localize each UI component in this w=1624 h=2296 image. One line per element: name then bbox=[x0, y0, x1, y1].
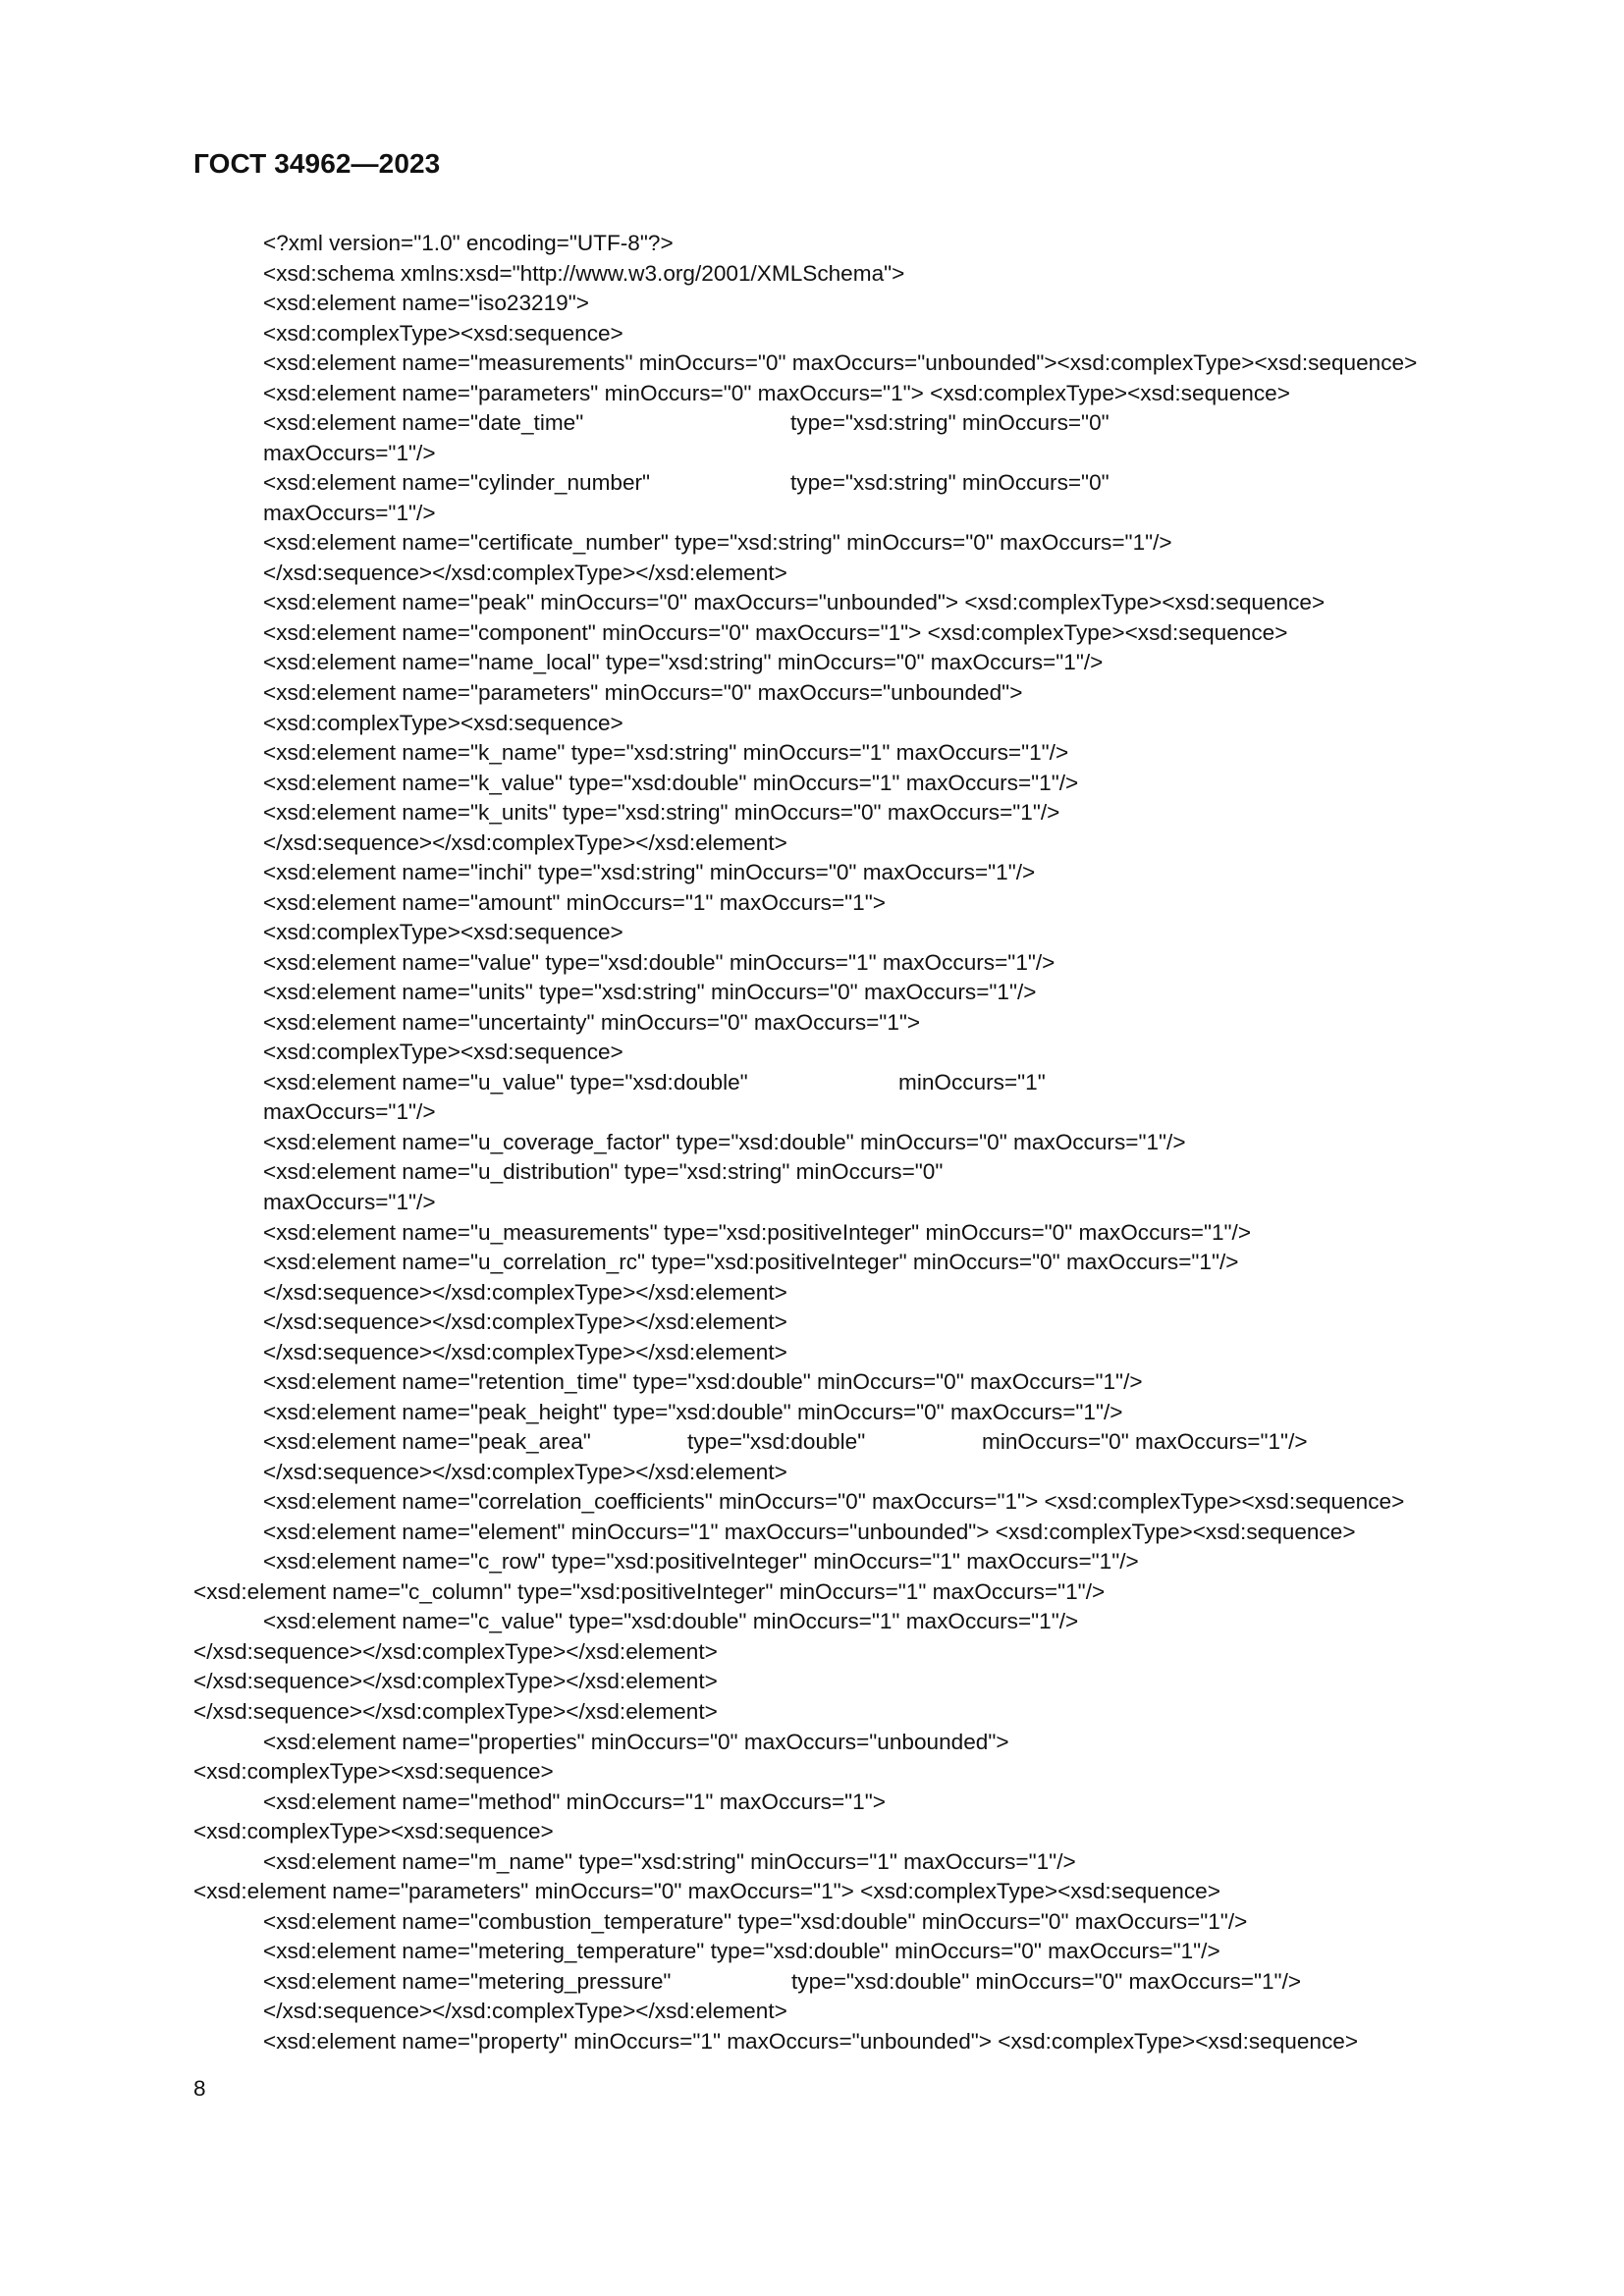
code-line-text: <xsd:element name="parameters" minOccurs="0" maxOccurs="1"> <xsd:complexType><xsd:sequence> bbox=[193, 1879, 1220, 1904]
code-line-text: <xsd:element name="uncertainty" minOccurs="0" maxOccurs="1"> bbox=[263, 1009, 921, 1035]
code-line-text: <xsd:element name="c_value" type="xsd:double" minOccurs="1" maxOccurs="1"/> bbox=[263, 1609, 1079, 1634]
code-line-tabbed-text: minOccurs="1" bbox=[898, 1069, 1046, 1095]
code-line-text: <xsd:element name="iso23219"> bbox=[263, 291, 589, 316]
code-line-tabbed-text: type="xsd:string" minOccurs="0" bbox=[790, 470, 1110, 496]
code-line-text: <xsd:element name="measurements" minOccurs="0" maxOccurs="unbounded"><xsd:complexType><xsd:sequence> bbox=[263, 350, 1418, 376]
code-line-text: maxOccurs="1"/> bbox=[263, 440, 436, 465]
code-line-text: <xsd:element name="cylinder_number" bbox=[263, 470, 651, 496]
code-line-text: <xsd:element name="c_column" type="xsd:positiveInteger" minOccurs="1" maxOccurs="1"/> bbox=[193, 1578, 1106, 1604]
code-line-tabbed-text: type="xsd:double" minOccurs="0" maxOccurs="1"/> bbox=[791, 1968, 1302, 1994]
code-line-text: <xsd:element name="parameters" minOccurs="0" maxOccurs="1"> <xsd:complexType><xsd:sequence> bbox=[263, 380, 1290, 405]
code-line-text: <xsd:element name="correlation_coefficients" minOccurs="0" maxOccurs="1"> <xsd:complexType><xsd:sequence> bbox=[263, 1489, 1405, 1515]
page-number: 8 bbox=[193, 2076, 206, 2101]
code-line-text: <xsd:element name="metering_pressure" bbox=[263, 1968, 672, 1994]
code-line-text: <xsd:element name="property" minOccurs="1" maxOccurs="unbounded"> <xsd:complexType><xsd:sequence> bbox=[263, 2028, 1359, 2054]
code-line-text: <xsd:element name="u_coverage_factor" type="xsd:double" minOccurs="0" maxOccurs="1"/> bbox=[263, 1129, 1186, 1154]
code-line-text: </xsd:sequence></xsd:complexType></xsd:element> bbox=[193, 1638, 718, 1664]
code-line-text: </xsd:sequence></xsd:complexType></xsd:element> bbox=[263, 829, 787, 855]
code-line-text: </xsd:sequence></xsd:complexType></xsd:element> bbox=[263, 1309, 787, 1335]
code-line-text: <xsd:element name="peak" minOccurs="0" maxOccurs="unbounded"> <xsd:complexType><xsd:sequence> bbox=[263, 590, 1326, 615]
code-line-tabbed-text: minOccurs="0" maxOccurs="1"/> bbox=[982, 1429, 1308, 1455]
code-line-text: <xsd:element name="value" type="xsd:double" minOccurs="1" maxOccurs="1"/> bbox=[263, 949, 1056, 975]
code-line-text: </xsd:sequence></xsd:complexType></xsd:element> bbox=[263, 1279, 787, 1305]
code-line-text: maxOccurs="1"/> bbox=[263, 1099, 436, 1125]
code-line-text: <xsd:element name="component" minOccurs="0" maxOccurs="1"> <xsd:complexType><xsd:sequence> bbox=[263, 619, 1288, 645]
code-line-text: <xsd:element name="certificate_number" type="xsd:string" minOccurs="0" maxOccurs="1"/> bbox=[263, 530, 1172, 556]
code-line-tabbed-text: type="xsd:string" minOccurs="0" bbox=[790, 410, 1110, 436]
code-line-text: maxOccurs="1"/> bbox=[263, 500, 436, 525]
code-line-text: <xsd:element name="element" minOccurs="1" maxOccurs="unbounded"> <xsd:complexType><xsd:sequence> bbox=[263, 1519, 1356, 1544]
code-line-text: </xsd:sequence></xsd:complexType></xsd:element> bbox=[263, 560, 787, 585]
code-line-text: </xsd:sequence></xsd:complexType></xsd:element> bbox=[263, 1459, 787, 1484]
code-line-text: <xsd:complexType><xsd:sequence> bbox=[193, 1819, 554, 1844]
code-line-text: <xsd:complexType><xsd:sequence> bbox=[193, 1759, 554, 1784]
code-line-text: maxOccurs="1"/> bbox=[263, 1190, 436, 1214]
code-line-text: <xsd:element name="inchi" type="xsd:string" minOccurs="0" maxOccurs="1"/> bbox=[263, 860, 1036, 885]
code-line-text: <xsd:element name="metering_temperature" type="xsd:double" minOccurs="0" maxOccurs="1"/> bbox=[263, 1939, 1220, 1964]
code-line-text: <xsd:element name="c_row" type="xsd:positiveInteger" minOccurs="1" maxOccurs="1"/> bbox=[263, 1549, 1139, 1575]
code-line-text: <xsd:element name="amount" minOccurs="1" maxOccurs="1"> bbox=[263, 889, 886, 915]
code-line-text: <xsd:element name="peak_area" bbox=[263, 1429, 591, 1455]
code-line-text: </xsd:sequence></xsd:complexType></xsd:element> bbox=[193, 1699, 718, 1724]
code-line-text: <xsd:complexType><xsd:sequence> bbox=[263, 1040, 623, 1065]
code-line-text: </xsd:sequence></xsd:complexType></xsd:element> bbox=[263, 1339, 787, 1364]
code-line-text: <xsd:element name="peak_height" type="xsd:double" minOccurs="0" maxOccurs="1"/> bbox=[263, 1399, 1123, 1424]
document-standard-title: ГОСТ 34962—2023 bbox=[193, 148, 441, 179]
code-line-text: <xsd:element name="u_value" type="xsd:double" bbox=[263, 1069, 748, 1095]
code-line-text: <xsd:element name="k_name" type="xsd:string" minOccurs="1" maxOccurs="1"/> bbox=[263, 740, 1069, 765]
code-line-text: <xsd:element name="u_correlation_rc" type="xsd:positiveInteger" minOccurs="0" maxOccurs="1"/> bbox=[263, 1250, 1239, 1274]
code-line-tabbed-text: type="xsd:double" bbox=[687, 1429, 866, 1455]
code-line-text: <xsd:element name="retention_time" type="xsd:double" minOccurs="0" maxOccurs="1"/> bbox=[263, 1369, 1143, 1395]
code-line-text: <xsd:schema xmlns:xsd="http://www.w3.org/2001/XMLSchema"> bbox=[263, 260, 905, 286]
code-line-text: <xsd:element name="k_value" type="xsd:double" minOccurs="1" maxOccurs="1"/> bbox=[263, 770, 1079, 795]
code-line-text: <xsd:element name="k_units" type="xsd:string" minOccurs="0" maxOccurs="1"/> bbox=[263, 800, 1060, 826]
code-line-text: <xsd:element name="name_local" type="xsd:string" minOccurs="0" maxOccurs="1"/> bbox=[263, 650, 1104, 675]
code-line-text: <xsd:element name="combustion_temperature" type="xsd:double" minOccurs="0" maxOccurs="1"/> bbox=[263, 1908, 1248, 1934]
code-line-text: <xsd:complexType><xsd:sequence> bbox=[263, 710, 623, 735]
code-line-text: <?xml version="1.0" encoding="UTF-8"?> bbox=[263, 231, 674, 255]
code-line-text: <xsd:element name="properties" minOccurs="0" maxOccurs="unbounded"> bbox=[263, 1729, 1009, 1754]
code-line-text: <xsd:element name="units" type="xsd:string" minOccurs="0" maxOccurs="1"/> bbox=[263, 980, 1037, 1005]
code-line-text: </xsd:sequence></xsd:complexType></xsd:element> bbox=[263, 1999, 787, 2024]
code-line-text: <xsd:element name="u_measurements" type="xsd:positiveInteger" minOccurs="0" maxOccurs="1"/> bbox=[263, 1219, 1252, 1245]
code-line-text: <xsd:element name="m_name" type="xsd:string" minOccurs="1" maxOccurs="1"/> bbox=[263, 1848, 1076, 1874]
code-line-text: <xsd:complexType><xsd:sequence> bbox=[263, 920, 623, 945]
code-line-text: <xsd:element name="method" minOccurs="1" maxOccurs="1"> bbox=[263, 1789, 886, 1814]
code-line-text: <xsd:complexType><xsd:sequence> bbox=[263, 320, 623, 346]
code-line-text: </xsd:sequence></xsd:complexType></xsd:element> bbox=[193, 1669, 718, 1694]
code-line-text: <xsd:element name="date_time" bbox=[263, 410, 584, 436]
code-line-text: <xsd:element name="u_distribution" type="xsd:string" minOccurs="0" bbox=[263, 1159, 944, 1185]
code-line-text: <xsd:element name="parameters" minOccurs="0" maxOccurs="unbounded"> bbox=[263, 680, 1023, 705]
